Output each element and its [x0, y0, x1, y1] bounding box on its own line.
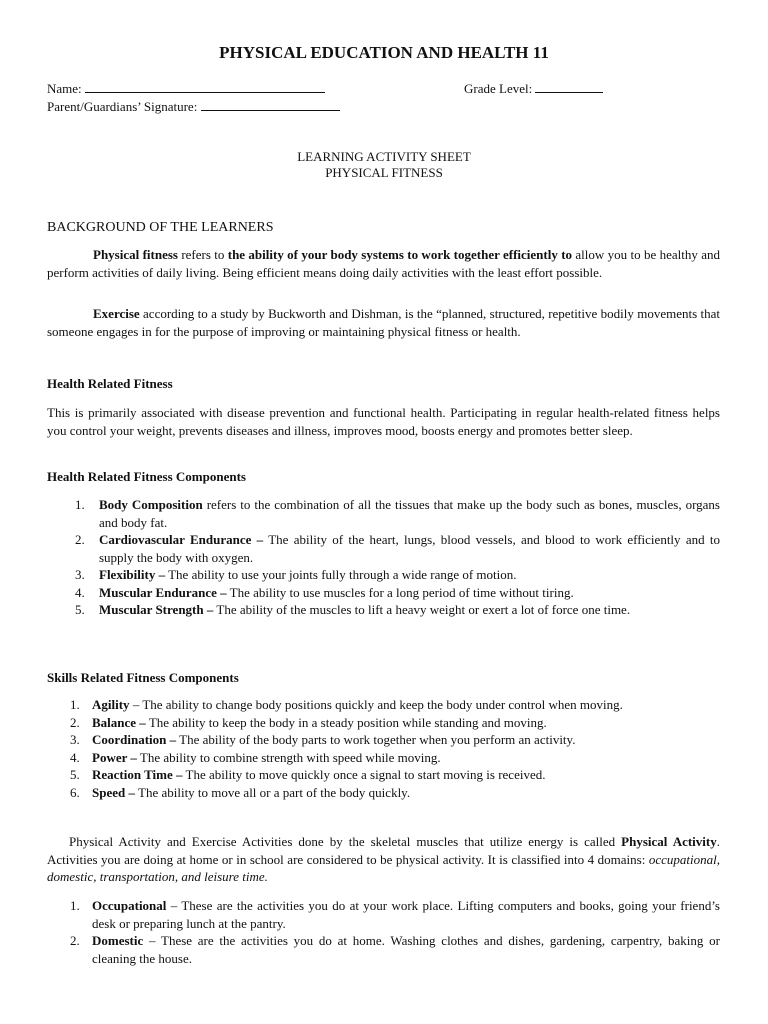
- signature-row: [47, 98, 340, 116]
- sheet-subheading: PHYSICAL FITNESS: [325, 165, 443, 180]
- list-description: – These are the activities you do at your work place. Lifting computers and books, going your friend’s desk or preparing lunch at the pantry.: [92, 898, 720, 931]
- list-term: Cardiovascular Endurance –: [99, 532, 264, 547]
- skills-component-item: [47, 696, 720, 714]
- health-component-item: [47, 566, 720, 584]
- health-related-heading: Health Related Fitness: [47, 376, 173, 391]
- list-description: – The ability to change body positions quickly and keep the body under control when moving.: [129, 697, 623, 712]
- physical-activity-paragraph: [47, 833, 720, 886]
- list-number: 2.: [70, 933, 80, 948]
- paragraph-text: . Activities you are doing at home or in school are considered to be physical activity. It is classified into 4 domains:: [47, 834, 720, 867]
- activity-domain-item: [47, 897, 720, 932]
- skills-component-item: [47, 749, 720, 767]
- list-description: The ability to move all or a part of the body quickly.: [134, 784, 411, 800]
- list-number: 1.: [70, 697, 80, 712]
- list-term: Speed –: [92, 784, 135, 800]
- activity-domain-item: [47, 932, 720, 967]
- list-number: 1.: [75, 497, 85, 512]
- list-number: 3.: [75, 567, 85, 582]
- health-component-item: [47, 601, 720, 619]
- exercise-paragraph: [47, 305, 720, 340]
- signature-blank[interactable]: [201, 98, 340, 111]
- list-description: The ability of the body parts to work together when you perform an activity.: [176, 732, 576, 747]
- health-components-list: [47, 496, 720, 619]
- list-term: Muscular Endurance –: [99, 584, 227, 600]
- list-description: The ability to combine strength with speed while moving.: [136, 749, 441, 765]
- list-description: refers to the combination of all the tissues that make up the body such as bones, muscles, organs and body fat.: [99, 497, 720, 530]
- list-number: 4.: [75, 584, 85, 600]
- physical-fitness-paragraph: [47, 246, 720, 281]
- list-description: The ability to use your joints fully through a wide range of motion.: [165, 567, 517, 582]
- list-description: – These are the activities you do at home. Washing clothes and dishes, gardening, carpentry, baking or cleaning the house.: [92, 933, 720, 966]
- list-description: The ability to use muscles for a long period of time without tiring.: [226, 584, 574, 600]
- domains-italic-text: occupational, domestic, transportation, and leisure time.: [47, 851, 720, 884]
- skills-components-heading: Skills Related Fitness Components: [47, 670, 239, 685]
- list-term: Balance –: [92, 714, 146, 730]
- health-component-item: [47, 584, 720, 602]
- list-term: Body Composition: [99, 497, 203, 512]
- list-number: 2.: [75, 532, 85, 547]
- list-description: The ability of the muscles to lift a heavy weight or exert a lot of force one time.: [213, 602, 631, 617]
- list-number: 6.: [70, 784, 80, 800]
- list-term: Reaction Time –: [92, 767, 183, 782]
- skills-component-item: [47, 731, 720, 749]
- list-term: Agility: [92, 697, 130, 712]
- list-number: 5.: [75, 602, 85, 617]
- skills-component-item: [47, 714, 720, 732]
- exercise-term: Exercise: [93, 306, 140, 321]
- background-heading: BACKGROUND OF THE LEARNERS: [47, 220, 274, 235]
- list-term: Domestic: [92, 933, 144, 948]
- grade-blank[interactable]: [535, 80, 603, 93]
- skills-component-item: [47, 784, 720, 802]
- paragraph-text: allow you to be healthy and perform activities of daily living. Being efficient means doing daily activities with the least effort possible.: [47, 247, 720, 280]
- list-description: The ability to keep the body in a steady position while standing and moving.: [145, 714, 547, 730]
- paragraph-bold-text: the ability of your body systems to work together efficiently to: [227, 247, 573, 262]
- list-number: 3.: [70, 732, 80, 747]
- sheet-heading: LEARNING ACTIVITY SHEET: [297, 149, 471, 164]
- list-term: Power –: [92, 749, 137, 765]
- list-description: The ability of the heart, lungs, blood vessels, and blood to work efficiently and to supply the body with oxygen.: [99, 532, 720, 565]
- grade-row: [464, 80, 603, 98]
- paragraph-text: according to a study by Buckworth and Dishman, is the “planned, structured, repetitive bodily movements that someone engages in for the purpose of improving or maintaining physical fitness or health.: [47, 306, 720, 339]
- list-number: 4.: [70, 749, 80, 765]
- health-component-item: [47, 496, 720, 531]
- health-component-item: [47, 531, 720, 566]
- list-term: Coordination –: [92, 732, 177, 747]
- list-number: 2.: [70, 714, 80, 730]
- skills-components-list: [47, 696, 720, 801]
- list-term: Muscular Strength –: [99, 602, 214, 617]
- physical-fitness-term: Physical fitness: [93, 247, 178, 262]
- domains-list: [47, 897, 720, 967]
- health-components-heading: Health Related Fitness Components: [47, 469, 246, 484]
- health-related-paragraph: This is primarily associated with disease prevention and functional health. Participating in regular health-related fitness helps you control your weight, prevents diseases and illness, improves mood, boosts energy and promotes better sleep.: [47, 405, 720, 438]
- paragraph-text: refers to: [177, 247, 228, 262]
- list-term: Flexibility –: [99, 567, 166, 582]
- paragraph-text: Physical Activity and Exercise Activities done by the skeletal muscles that utilize energy is called: [69, 834, 622, 849]
- skills-component-item: [47, 766, 720, 784]
- list-description: The ability to move quickly once a signal to start moving is received.: [182, 767, 546, 782]
- name-label: Name:: [47, 81, 82, 96]
- list-term: Occupational: [92, 898, 167, 913]
- name-row: [47, 80, 325, 98]
- grade-label: Grade Level:: [464, 81, 533, 96]
- list-number: 5.: [70, 767, 80, 782]
- page-title: PHYSICAL EDUCATION AND HEALTH 11: [219, 43, 549, 62]
- name-blank[interactable]: [85, 80, 325, 93]
- physical-activity-term: Physical Activity: [621, 834, 717, 849]
- signature-label: Parent/Guardians’ Signature:: [47, 99, 198, 114]
- list-number: 1.: [70, 898, 80, 913]
